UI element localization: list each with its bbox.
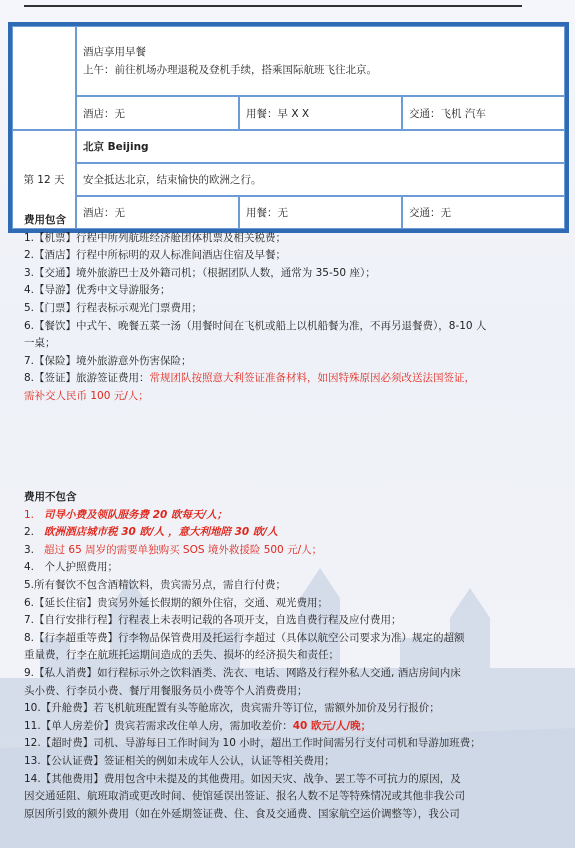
day-11-morning-line: 上午：前往机场办理退税及登机手续，搭乘国际航班飞往北京。 [83,64,377,76]
item-number: 3. [24,543,35,556]
sos-insurance-text: 超过 65 周岁的需要单独购买 SOS 境外救援险 500 元/人； [44,543,323,556]
itinerary-table [8,22,569,233]
included-item: 7.【保险】境外旅游意外伤害保险； [24,354,192,367]
included-item-visa [24,370,544,388]
excluded-item: 因交通延阻、航班取消或更改时间、使馆延误出签证、报名人数不足等特殊情况或其他非我公司 [24,790,465,803]
excluded-item: 8.【行李超重等费】行李物品保管费用及托运行李超过（具体以航空公司要求为准）规定的超额 [24,631,465,644]
excluded-item: 7.【自行安排行程】行程表上未表明记载的各项开支，自选自费行程及应付费用； [24,614,402,627]
included-item: 3.【交通】境外旅游巴士及外籍司机；（根据团队人数，通常为 35-50 座）； [24,266,376,279]
day-11-meal: 用餐：早 X X [239,96,402,130]
excluded-item: 13.【公认证费】签证相关的例如未成年人公认，认证等相关费用； [24,754,335,767]
included-item: 2.【酒店】行程中所标明的双人标准间酒店住宿及早餐； [24,249,287,262]
excluded-item: 12.【超时费】司机、导游每日工作时间为 10 小时，超出工作时间需另行支付司机和导游加班费； [24,737,481,750]
excluded-item: 14.【其他费用】费用包含中未提及的其他费用。如因天灾、战争、罢工等不可抗力的原因，及 [24,772,461,785]
item-number: 2. [24,526,35,539]
excluded-item: 重量费，行李在航班托运期间造成的丢失、损坏的经济损失和责任； [24,649,339,662]
day-12-transport: 交通：无 [402,196,565,229]
excluded-section [24,489,544,823]
excluded-item: 9.【私人消费】如行程标示外之饮料酒类、洗衣、电话、网路及行程外私人交通, 酒店房间内床 [24,666,461,679]
visa-note-2: 需补交人民币 100 元/人； [24,389,149,402]
included-item: 5.【门票】行程表标示观光门票费用； [24,301,203,314]
excluded-title: 费用不包含 [24,491,77,503]
day-11-transport: 交通：飞机 汽车 [402,96,565,130]
included-item: 1.【机票】行程中所列航班经济舱团体机票及相关税费； [24,231,287,244]
day-12-city: 北京 Beijing [76,130,565,163]
day-11-breakfast-line: 酒店享用早餐 [83,46,146,58]
included-item: 4.【导游】优秀中文导游服务； [24,284,171,297]
day-12-label: 第 12 天 [12,130,76,229]
excluded-item-single-room [24,718,544,736]
excluded-item: 6.【延长住宿】贵宾另外延长假期的额外住宿，交通、观光费用； [24,596,329,609]
visa-prefix: 8.【签证】旅游签证费用： [24,372,150,385]
day-12-meal: 用餐：无 [239,196,402,229]
included-item: 6.【餐饮】中式午、晚餐五菜一汤（用餐时间在飞机或船上以机船餐为准，不再另退餐费），8-10 人 [24,319,487,332]
day-11-hotel: 酒店：无 [76,96,239,130]
single-room-price: 40 欧元/人/晚； [292,719,372,732]
item-number: 1. [24,508,35,521]
day-12-hotel: 酒店：无 [76,196,239,229]
excluded-item: 5.所有餐饮不包含酒精饮料，贵宾需另点，需自行付费； [24,578,287,591]
excluded-item: 头小费、行李员小费、餐厅用餐服务员小费等个人消费费用； [24,684,308,697]
excluded-item-red [24,507,544,525]
city-tax-text: 欧洲酒店城市税 30 欧/人 ，意大利地陪 30 欧/人 [44,526,278,539]
single-room-text: 11.【单人房差价】贵宾若需求改住单人房，需加收差价： [24,719,293,732]
top-divider [24,0,522,7]
excluded-item: 4. 个人护照费用； [24,561,119,574]
included-section [24,212,544,406]
day-11-cell [12,26,76,130]
visa-note: 常规团队按照意大利签证准备材料，如因特殊原因必须改送法国签证， [149,372,476,385]
day-11-activities [76,26,565,96]
included-title: 费用包含 [24,214,66,226]
excluded-item: 10.【升舱费】若飞机航班配置有头等舱席次，贵宾需升等订位，需额外加价及另行报价； [24,702,440,715]
tip-fee-text: 司导小费及领队服务费 20 欧每天/人； [44,508,228,521]
excluded-item-red [24,542,544,560]
excluded-item-red [24,524,544,542]
excluded-item: 原因所引致的额外费用（如在外延期签证费、住、食及交通费、国家航空运价调整等），我公司 [24,807,460,820]
day-12-description: 安全抵达北京，结束愉快的欧洲之行。 [76,163,565,196]
included-item: 一桌； [24,337,56,350]
